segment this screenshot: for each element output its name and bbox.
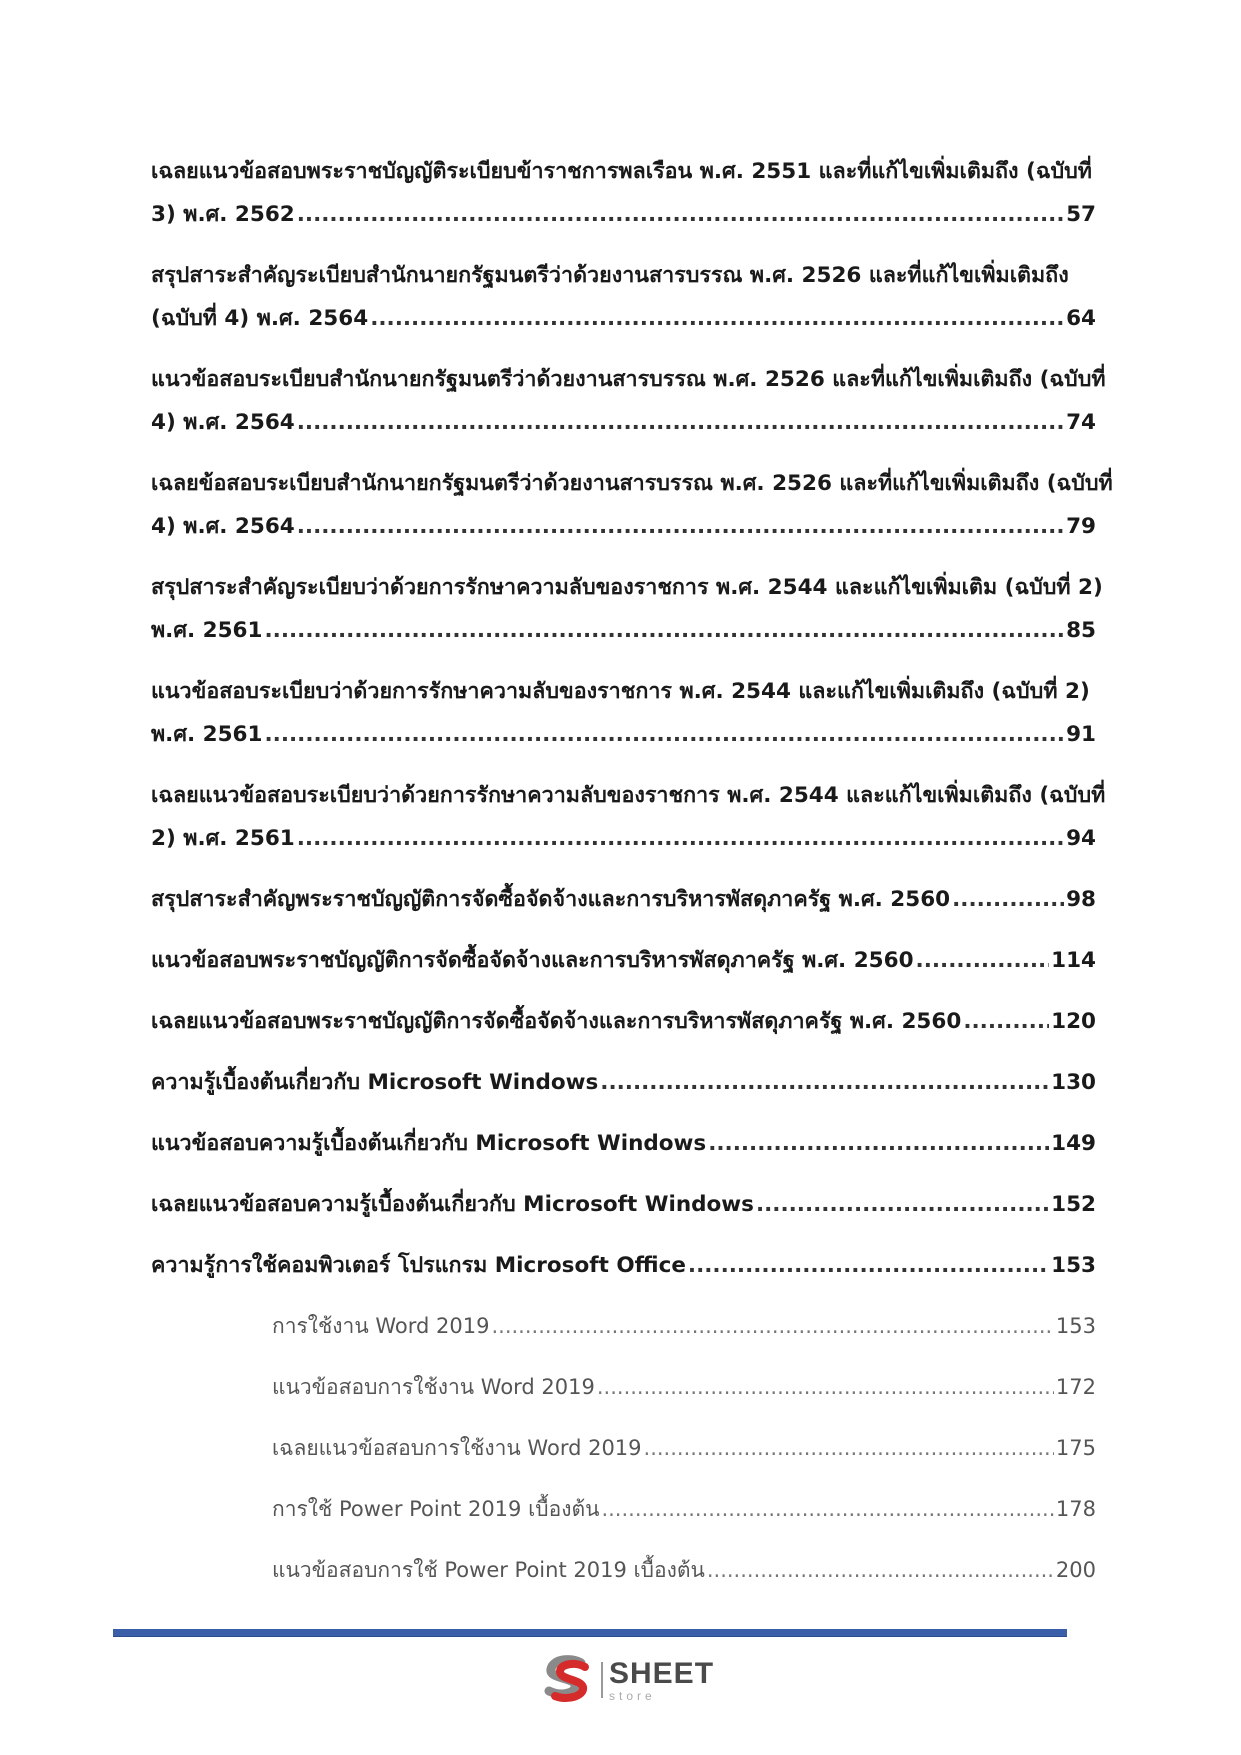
toc-entry-title-line1: แนวข้อสอบระเบียบสำนักนายกรัฐมนตรีว่าด้วยงานสารบรรณ พ.ศ. 2526 และที่แก้ไขเพิ่มเติมถึง (ฉบับที่ [151,367,1106,392]
dot-leader [297,193,1064,236]
toc-entry-title-line1: เฉลยแนวข้อสอบระเบียบว่าด้วยการรักษาความลับของราชการ พ.ศ. 2544 และแก้ไขเพิ่มเติมถึง (ฉบับที่ [151,783,1106,808]
toc-entry-title: แนวข้อสอบความรู้เบื้องต้นเกี่ยวกับ Microsoft Windows [151,1131,707,1156]
dot-leader [707,1549,1054,1592]
dot-leader [600,1061,1049,1104]
toc-entry-title-line1: เฉลยข้อสอบระเบียบสำนักนายกรัฐมนตรีว่าด้วยงานสารบรรณ พ.ศ. 2526 และที่แก้ไขเพิ่มเติมถึง (ฉบับที่ [151,471,1113,496]
logo-subtitle: store [609,1688,656,1703]
toc-page-number: 175 [1055,1436,1096,1460]
toc-entry-title: แนวข้อสอบพระราชบัญญัติการจัดซื้อจัดจ้างและการบริหารพัสดุภาครัฐ พ.ศ. 2560 [151,948,914,973]
toc-sub-entry[interactable] [151,1427,1096,1470]
sheet-store-logo [541,1655,714,1705]
toc-page-number: 172 [1055,1375,1096,1399]
dot-leader [370,297,1064,340]
toc-entry-title-tail: พ.ศ. 2561 [151,722,263,747]
dot-leader [952,878,1064,921]
toc-entry-title-tail: พ.ศ. 2561 [151,618,263,643]
toc-entry-title: เฉลยแนวข้อสอบพระราชบัญญัติการจัดซื้อจัดจ้างและการบริหารพัสดุภาครัฐ พ.ศ. 2560 [151,1009,962,1034]
toc-entry[interactable] [151,939,1096,982]
toc-entry[interactable] [151,1244,1096,1287]
toc-sub-entry[interactable] [151,1305,1096,1348]
toc-entry-title-line1: แนวข้อสอบระเบียบว่าด้วยการรักษาความลับของราชการ พ.ศ. 2544 และแก้ไขเพิ่มเติมถึง (ฉบับที่ 2) [151,679,1090,704]
toc-entry[interactable] [151,254,1096,340]
dot-leader [297,401,1064,444]
toc-entry[interactable] [151,670,1096,756]
toc-sub-entry-title: แนวข้อสอบการใช้ Power Point 2019 เบื้องต้น [272,1558,705,1582]
toc-sub-entry-title: แนวข้อสอบการใช้งาน Word 2019 [272,1375,595,1399]
toc-sub-entry-title: เฉลยแนวข้อสอบการใช้งาน Word 2019 [272,1436,642,1460]
toc-page-number: 79 [1066,514,1096,539]
toc-entry-title-line2 [151,193,1096,236]
toc-page-number: 74 [1066,410,1096,435]
dot-leader [916,939,1050,982]
toc-page-number: 149 [1051,1131,1096,1156]
toc-page-number: 57 [1066,202,1096,227]
toc-entry-title-tail: 2) พ.ศ. 2561 [151,826,295,851]
toc-page-number: 98 [1066,887,1096,912]
toc-entry[interactable] [151,1000,1096,1043]
dot-leader [297,817,1064,860]
toc-page-number: 152 [1051,1192,1096,1217]
toc-entry-title-line2 [151,505,1096,548]
dot-leader [688,1244,1049,1287]
toc-page-number: 114 [1051,948,1096,973]
dot-leader [597,1366,1054,1409]
logo-name: SHEET [609,1656,715,1690]
toc-entry[interactable] [151,878,1096,921]
toc-sub-entry[interactable] [151,1549,1096,1592]
toc-sub-entry-title: การใช้งาน Word 2019 [272,1314,490,1338]
toc-entry-title: สรุปสาระสำคัญพระราชบัญญัติการจัดซื้อจัดจ้างและการบริหารพัสดุภาครัฐ พ.ศ. 2560 [151,887,951,912]
toc-page-number: 94 [1066,826,1096,851]
toc-entry-title-line1: เฉลยแนวข้อสอบพระราชบัญญัติระเบียบข้าราชการพลเรือน พ.ศ. 2551 และที่แก้ไขเพิ่มเติมถึง (ฉบับที่ [151,159,1092,184]
dot-leader [264,609,1064,652]
sheet-store-s-icon [541,1655,593,1705]
toc-entry[interactable] [151,150,1096,236]
toc-page-number: 120 [1051,1009,1096,1034]
dot-leader [756,1183,1049,1226]
toc-sub-entry[interactable] [151,1488,1096,1531]
toc-entry[interactable] [151,462,1113,548]
toc-sub-entry[interactable] [151,1366,1096,1409]
toc-entry[interactable] [151,1061,1096,1104]
logo-wordmark [609,1656,715,1703]
toc-entry-title-line2 [151,817,1096,860]
table-of-contents [151,150,1113,1610]
dot-leader [644,1427,1054,1470]
toc-entry[interactable] [151,1122,1096,1165]
toc-entry-title-line2 [151,297,1096,340]
toc-entry-title-tail: (ฉบับที่ 4) พ.ศ. 2564 [151,306,369,331]
toc-entry[interactable] [151,358,1106,444]
toc-page-number: 153 [1055,1314,1096,1338]
toc-entry[interactable] [151,774,1106,860]
dot-leader [491,1305,1053,1348]
toc-entry-title-line2 [151,713,1096,756]
toc-page-number: 130 [1051,1070,1096,1095]
toc-page-number: 91 [1066,722,1096,747]
footer-divider-bar [113,1629,1067,1637]
toc-page-number: 153 [1051,1253,1096,1278]
toc-entry-title-tail: 4) พ.ศ. 2564 [151,410,295,435]
toc-entry[interactable] [151,1183,1096,1226]
toc-entry-title: ความรู้เบื้องต้นเกี่ยวกับ Microsoft Windows [151,1070,599,1095]
dot-leader [297,505,1064,548]
toc-entry-title: เฉลยแนวข้อสอบความรู้เบื้องต้นเกี่ยวกับ Microsoft Windows [151,1192,754,1217]
toc-entry[interactable] [151,566,1103,652]
toc-entry-title-tail: 3) พ.ศ. 2562 [151,202,295,227]
dot-leader [708,1122,1049,1165]
toc-entry-title-line2 [151,609,1096,652]
toc-page-number: 85 [1066,618,1096,643]
dot-leader [963,1000,1049,1043]
toc-entry-title-line1: สรุปสาระสำคัญระเบียบสำนักนายกรัฐมนตรีว่าด้วยงานสารบรรณ พ.ศ. 2526 และที่แก้ไขเพิ่มเติมถึง [151,263,1069,288]
toc-entry-title-line2 [151,401,1096,444]
dot-leader [264,713,1064,756]
toc-entry-title-tail: 4) พ.ศ. 2564 [151,514,295,539]
toc-page-number: 200 [1055,1558,1096,1582]
toc-sub-entry-title: การใช้ Power Point 2019 เบื้องต้น [272,1497,600,1521]
dot-leader [601,1488,1053,1531]
toc-page-number: 178 [1055,1497,1096,1521]
toc-page-number: 64 [1066,306,1096,331]
toc-entry-title-line1: สรุปสาระสำคัญระเบียบว่าด้วยการรักษาความลับของราชการ พ.ศ. 2544 และแก้ไขเพิ่มเติม (ฉบับที่ 2) [151,575,1103,600]
toc-entry-title: ความรู้การใช้คอมพิวเตอร์ โปรแกรม Microsoft Office [151,1253,686,1278]
logo-divider [601,1662,603,1698]
